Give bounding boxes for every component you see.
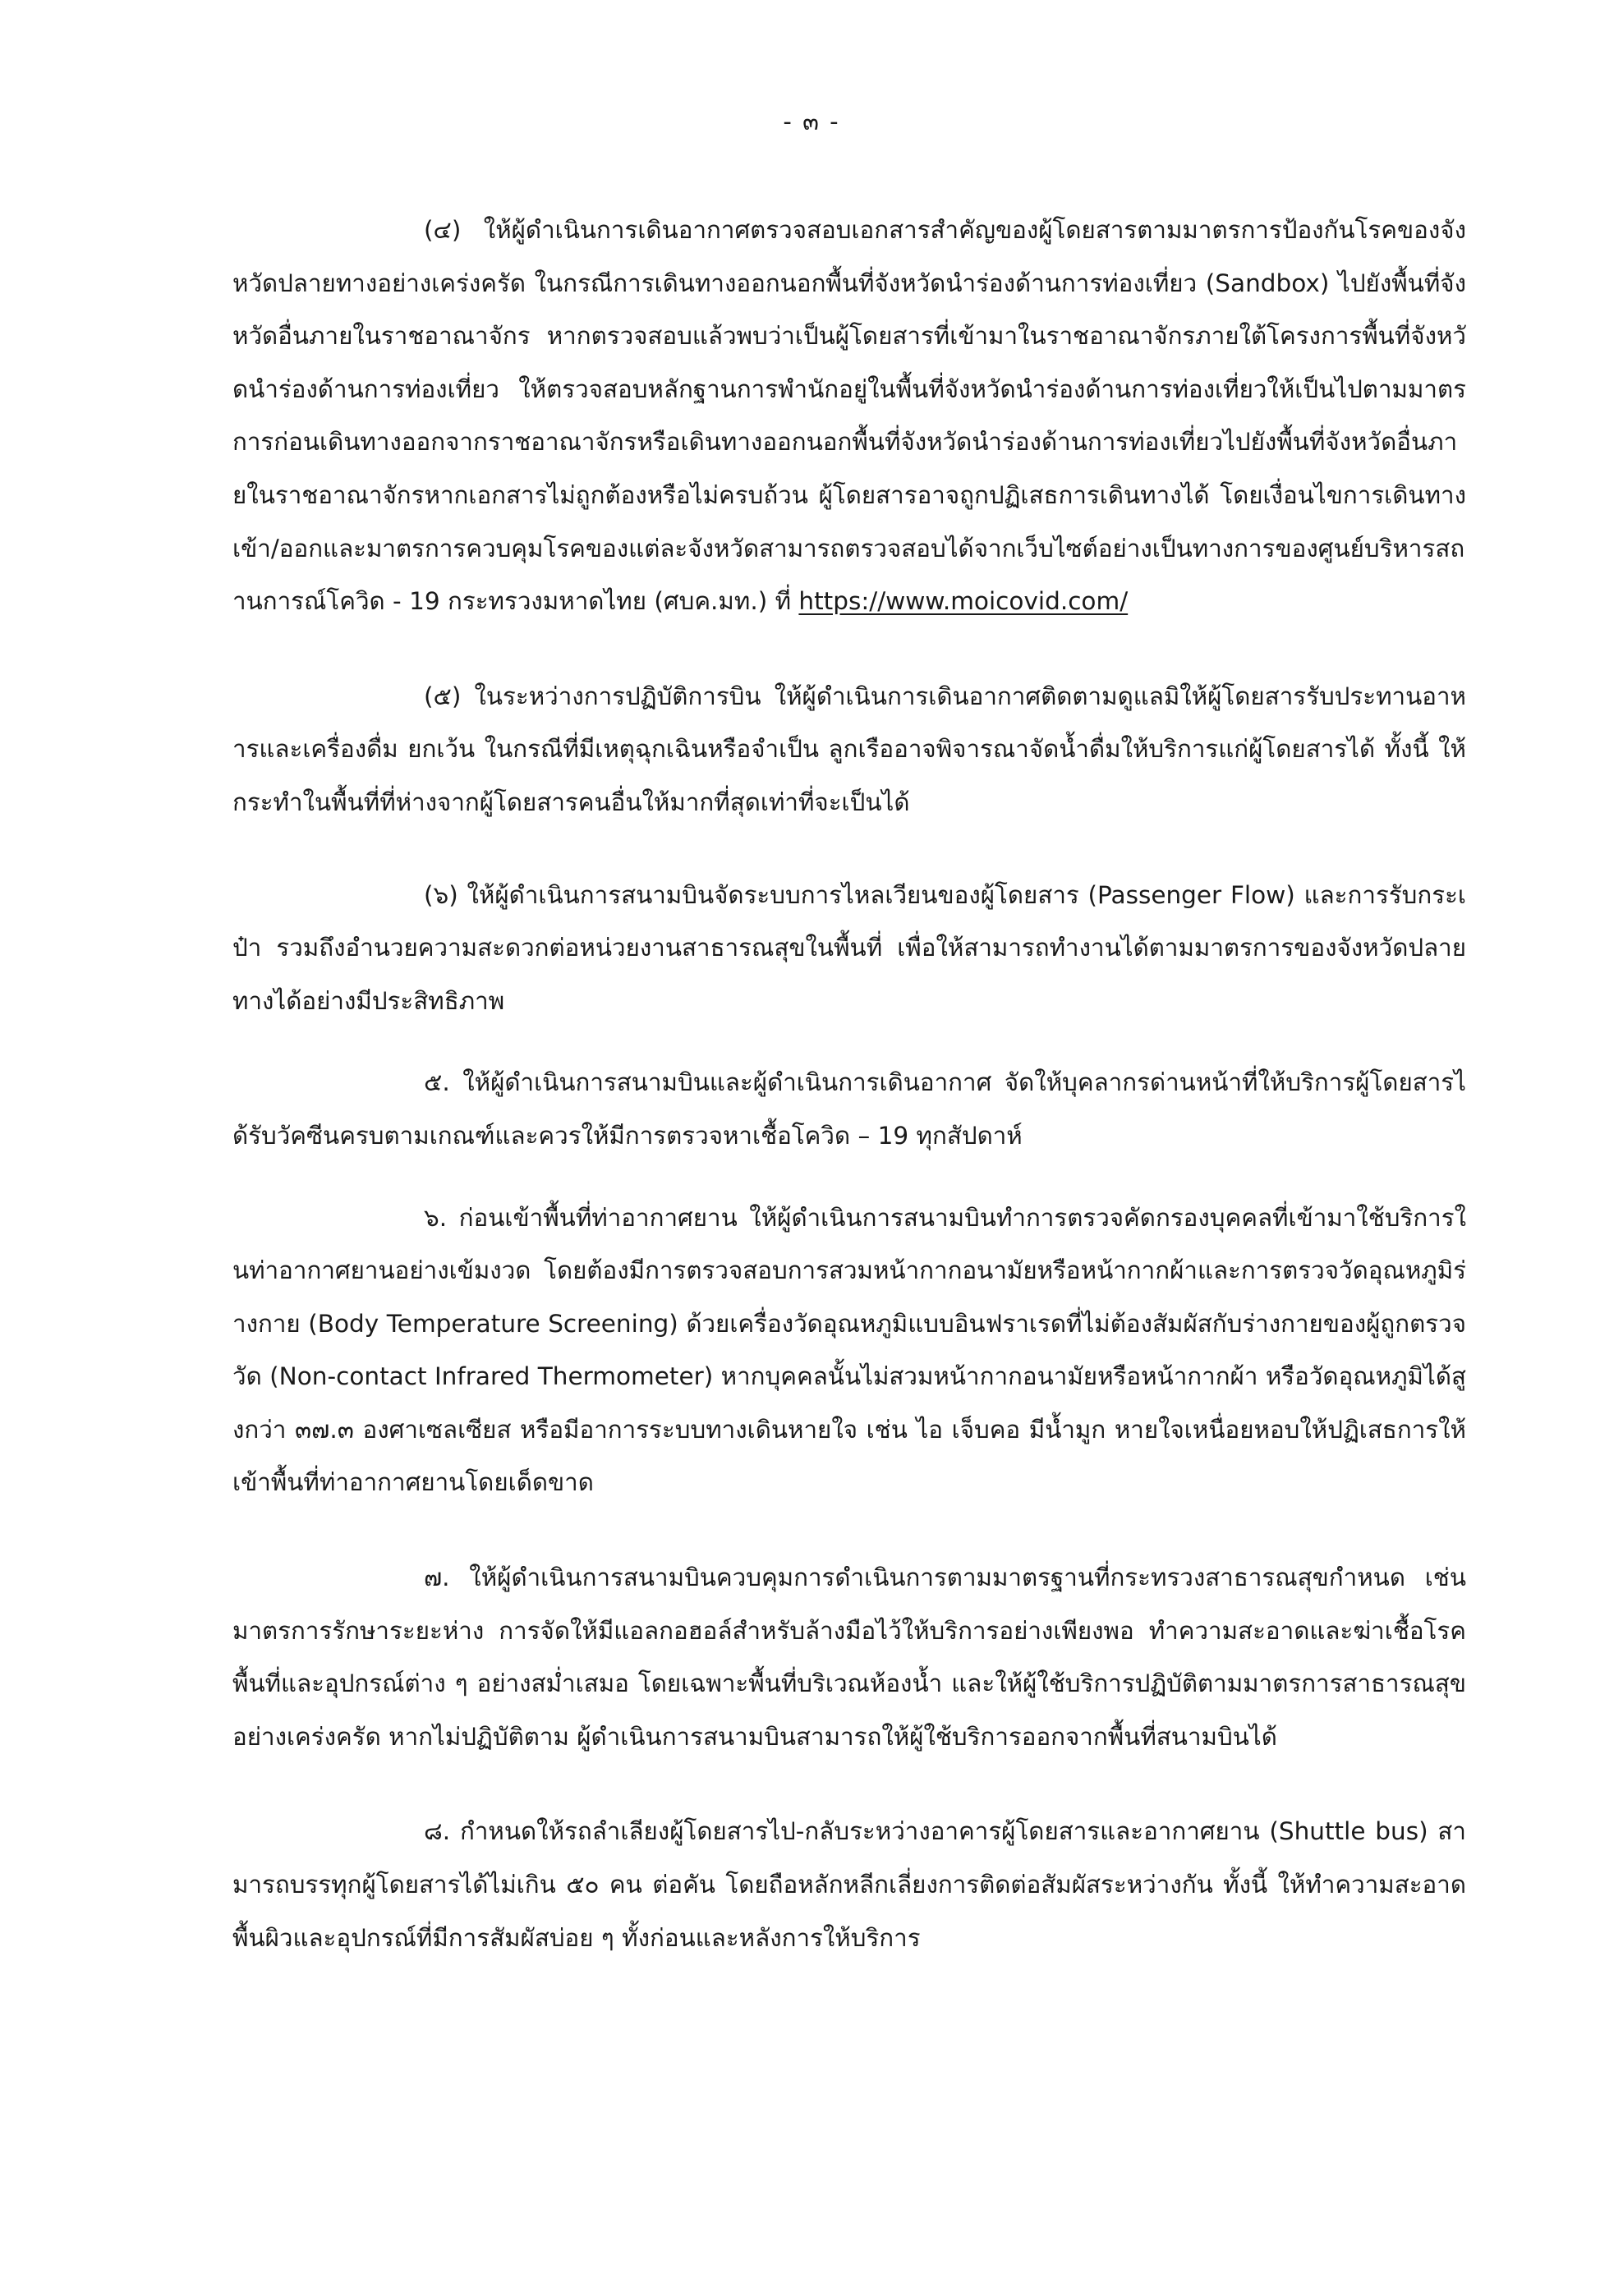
paragraph-item-5-sub: (๕) ในระหว่างการปฏิบัติการบิน ให้ผู้ดำเนินการเดินอากาศติดตามดูแลมิให้ผู้โดยสารรับประทานอาหารและเครื่องดื่ม ยกเว้น ในกรณีที่มีเหตุฉุกเฉินหรือจำเป็น ลูกเรืออาจพิจารณาจัดน้ำดื่มให้บริการแก่ผู้โดยสารได้ ทั้งนี้ ให้กระทำในพื้นที่ที่ห่างจากผู้โดยสารคนอื่นให้มากที่สุดเท่าที่จะเป็นได้ <box>232 682 1466 816</box>
moicovid-link[interactable]: https://www.moicovid.com/ <box>798 587 1129 616</box>
document-body <box>232 204 1466 1964</box>
paragraph-item-4-text: (๔) ให้ผู้ดำเนินการเดินอากาศตรวจสอบเอกสารสำคัญของผู้โดยสารตามมาตรการป้องกันโรคของจังหวัดปลายทางอย่างเคร่งครัด ในกรณีการเดินทางออกนอกพื้นที่จังหวัดนำร่องด้านการท่องเที่ยว (Sandbox) ไปยังพื้นที่จังหวัดอื่นภายในราชอาณาจักร หากตรวจสอบแล้วพบว่าเป็นผู้โดยสารที่เข้ามาในราชอาณาจักรภายใต้โครงการพื้นที่จังหวัดนำร่องด้านการท่องเที่ยว ให้ตรวจสอบหลักฐานการพำนักอยู่ในพื้นที่จังหวัดนำร่องด้านการท่องเที่ยวให้เป็นไปตามมาตรการก่อนเดินทางออกจากราชอาณาจักรหรือเดินทางออกนอกพื้นที่จังหวัดนำร่องด้านการท่องเที่ยวไปยังพื้นที่จังหวัดอื่นภายในราชอาณาจักรหากเอกสารไม่ถูกต้องหรือไม่ครบถ้วน ผู้โดยสารอาจถูกปฏิเสธการเดินทางได้ โดยเงื่อนไขการเดินทางเข้า/ออกและมาตรการควบคุมโรคของแต่ละจังหวัดสามารถตรวจสอบได้จากเว็บไซต์อย่างเป็นทางการของศูนย์บริหารสถานการณ์โควิด - 19 กระทรวงมหาดไทย (ศบค.มท.) ที่ <box>232 216 1466 616</box>
paragraph-item-5: ๕. ให้ผู้ดำเนินการสนามบินและผู้ดำเนินการเดินอากาศ จัดให้บุคลากรด่านหน้าที่ให้บริการผู้โดยสารได้รับวัคซีนครบตามเกณฑ์และควรให้มีการตรวจหาเชื้อโควิด – 19 ทุกสัปดาห์ <box>232 1068 1466 1150</box>
page-number: - ๓ - <box>783 108 840 135</box>
paragraph-item-8: ๘. กำหนดให้รถลำเลียงผู้โดยสารไป-กลับระหว่างอาคารผู้โดยสารและอากาศยาน (Shuttle bus) สามารถบรรทุกผู้โดยสารได้ไม่เกิน ๕๐ คน ต่อคัน โดยถือหลักหลีกเลี่ยงการติดต่อสัมผัสระหว่างกัน ทั้งนี้ ให้ทำความสะอาดพื้นผิวและอุปกรณ์ที่มีการสัมผัสบ่อย ๆ ทั้งก่อนและหลังการให้บริการ <box>232 1817 1466 1952</box>
paragraph-item-4 <box>232 204 1466 628</box>
paragraph-item-7: ๗. ให้ผู้ดำเนินการสนามบินควบคุมการดำเนินการตามมาตรฐานที่กระทรวงสาธารณสุขกำหนด เช่น มาตรการรักษาระยะห่าง การจัดให้มีแอลกอฮอล์สำหรับล้างมือไว้ให้บริการอย่างเพียงพอ ทำความสะอาดและฆ่าเชื้อโรคพื้นที่และอุปกรณ์ต่าง ๆ อย่างสม่ำเสมอ โดยเฉพาะพื้นที่บริเวณห้องน้ำ และให้ผู้ใช้บริการปฏิบัติตามมาตรการสาธารณสุขอย่างเคร่งครัด หากไม่ปฏิบัติตาม ผู้ดำเนินการสนามบินสามารถให้ผู้ใช้บริการออกจากพื้นที่สนามบินได้ <box>232 1564 1466 1751</box>
paragraph-item-6-sub: (๖) ให้ผู้ดำเนินการสนามบินจัดระบบการไหลเวียนของผู้โดยสาร (Passenger Flow) และการรับกระเป๋า รวมถึงอำนวยความสะดวกต่อหน่วยงานสาธารณสุขในพื้นที่ เพื่อให้สามารถทำงานได้ตามมาตรการของจังหวัดปลายทางได้อย่างมีประสิทธิภาพ <box>232 880 1466 1015</box>
paragraph-item-6: ๖. ก่อนเข้าพื้นที่ท่าอากาศยาน ให้ผู้ดำเนินการสนามบินทำการตรวจคัดกรองบุคคลที่เข้ามาใช้บริการในท่าอากาศยานอย่างเข้มงวด โดยต้องมีการตรวจสอบการสวมหน้ากากอนามัยหรือหน้ากากผ้าและการตรวจวัดอุณหภูมิร่างกาย (Body Temperature Screening) ด้วยเครื่องวัดอุณหภูมิแบบอินฟราเรดที่ไม่ต้องสัมผัสกับร่างกายของผู้ถูกตรวจวัด (Non-contact Infrared Thermometer) หากบุคคลนั้นไม่สวมหน้ากากอนามัยหรือหน้ากากผ้า หรือวัดอุณหภูมิได้สูงกว่า ๓๗.๓ องศาเซลเซียส หรือมีอาการระบบทางเดินหายใจ เช่น ไอ เจ็บคอ มีน้ำมูก หายใจเหนื่อยหอบให้ปฏิเสธการให้เข้าพื้นที่ท่าอากาศยานโดยเด็ดขาด <box>232 1203 1466 1497</box>
